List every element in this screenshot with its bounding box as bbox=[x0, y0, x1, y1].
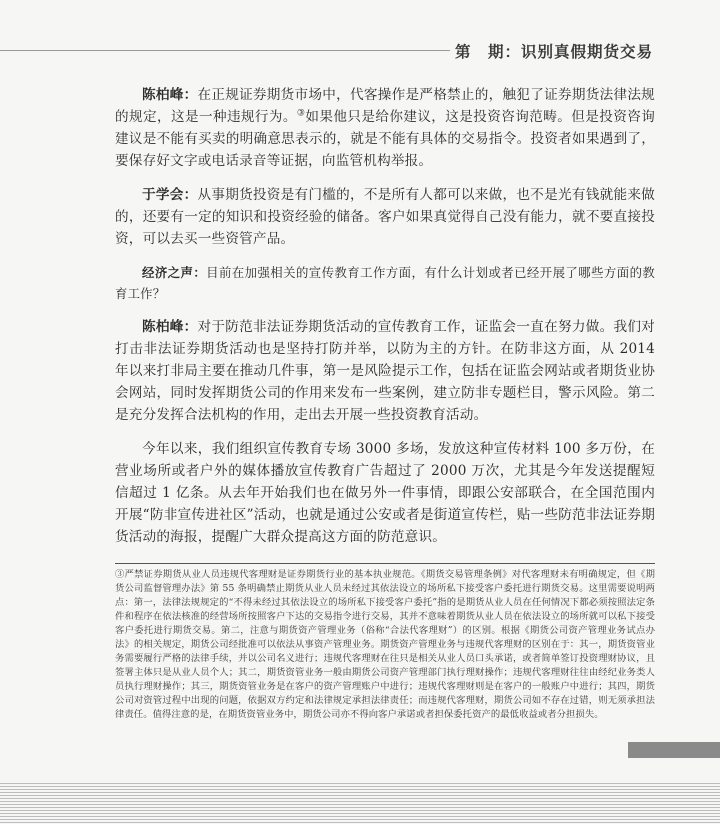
page-header-title: 第 期：识别真假期货交易 bbox=[455, 43, 654, 61]
header-rule bbox=[0, 50, 450, 51]
paragraph-text: 在正规证券期货市场中，代客操作是严格禁止的，触犯了证券期货法律法规的规定，这是一种违规行为。 bbox=[115, 87, 655, 125]
speaker-label: 陈柏峰： bbox=[142, 87, 198, 103]
footnote: ③严禁证券期货从业人员违规代客理财是证券期货行业的基本执业规范。《期货交易管理条例》对代客理财未有明确规定，但《期货公司监督管理办法》第 55 条明确禁止期货从业人员未经过其依法设立的场所私下接受客户委托进行期货交易。这里需要说明两点：第一，法律法规规定的“不得未经过其依法设立的场所私下接受客户委托”指的是期货从业人员在任何情况下都必须按照法定条件和程序在依法核准的经营场所按照客户下达的交易指令进行交易，其并不意味着期货从业人员在依法设立的场所就可以私下接受客户委托进行期货交易。第二，注意与期货资产管理业务（俗称“合法代客理财”）的区别。根据《期货公司资产管理业务试点办法》的相关规定，期货公司经批准可以依法从事资产管理业务。期货资产管理业务与违规代客理财的区别在于：其一，期货资管业务需要履行严格的法律手续，并以公司名义进行；违规代客理财在往只是相关从业人员口头承诺，或者简单签订投资理财协议，且签署主体只是从业人员个人；其二，期货资管业务一般由期货公司资产管理部门执行理财操作；违规代客理财往往由经纪业务类人员执行理财操作；其三，期货资管业务是在客户的资产管理账户中进行；违规代客理财则是在客户的一般账户中进行；其四，期货公司对资管过程中出现的问题，依据双方约定和法律规定承担法律责任；而违规代客理财，期货公司如不存在过错，则无须承担法律责任。值得注意的是，在期货资管业务中，期货公司亦不得向客户承诺或者担保委托资产的最低收益或者分担损失。 bbox=[115, 569, 655, 720]
paragraph-text: 如果他只是给你建议，这是投资咨询范畴。但是投资咨询建议是不能有买卖的明确意思表示的，就是不能有具体的交易指令。投资者如果遇到了，要保存好文字或电话录音等证据，向监管机构举报。 bbox=[115, 109, 655, 169]
page-tab-marker bbox=[628, 742, 720, 758]
paragraph-chen-2 bbox=[115, 316, 655, 426]
paragraph-text: 从事期货投资是有门槛的，不是所有人都可以来做，也不是光有钱就能来做的，还要有一定的知识和投资经验的储备。客户如果真觉得自己没有能力，就不要直接投资，可以去买一些资管产品。 bbox=[115, 187, 655, 247]
speaker-label: 经济之声： bbox=[142, 265, 207, 280]
footnote-marker: ③ bbox=[296, 108, 306, 119]
question-text: 目前在加强相关的宣传教育工作方面，有什么计划或者已经开展了哪些方面的教育工作？ bbox=[115, 265, 656, 301]
paragraph-question bbox=[115, 262, 655, 304]
footnote-rule bbox=[115, 563, 655, 564]
speaker-label: 于学会： bbox=[142, 187, 198, 203]
footer-stripes bbox=[0, 783, 720, 824]
paragraph-chen-1 bbox=[115, 84, 655, 172]
paragraph-yu bbox=[115, 184, 655, 250]
speaker-label: 陈柏峰： bbox=[142, 319, 198, 335]
paragraph-text: 今年以来，我们组织宣传教育专场 3000 多场，发放这种宣传材料 100 多万份，在营业场所或者户外的媒体播放宣传教育广告超过了 2000 万次，尤其是今年发送提醒短信超过 1 亿条。从去年开始我们也在做另外一件事情，即跟公安部联合，在全国范围内开展“防非宣传进社区”活动，也就是通过公安或者是街道宣传栏，贴一些防范非法证券期货活动的海报，提醒广大群众提高这方面的防范意识。 bbox=[115, 441, 655, 545]
paragraph-chen-3 bbox=[115, 438, 655, 548]
paragraph-text: 对于防范非法证券期货活动的宣传教育工作，证监会一直在努力做。我们对打击非法证券期货活动也是坚持打防并举，以防为主的方针。在防非这方面，从 2014 年以来打非局主要在推动几件事，第一是风险提示工作，包括在证监会网站或者期货业协会网站，同时发挥期货公司的作用来发布一些案例，建立防非专题栏目，警示风险。第二是充分发挥合法机构的作用，走出去开展一些投资教育活动。 bbox=[115, 319, 655, 423]
main-text bbox=[115, 84, 655, 560]
